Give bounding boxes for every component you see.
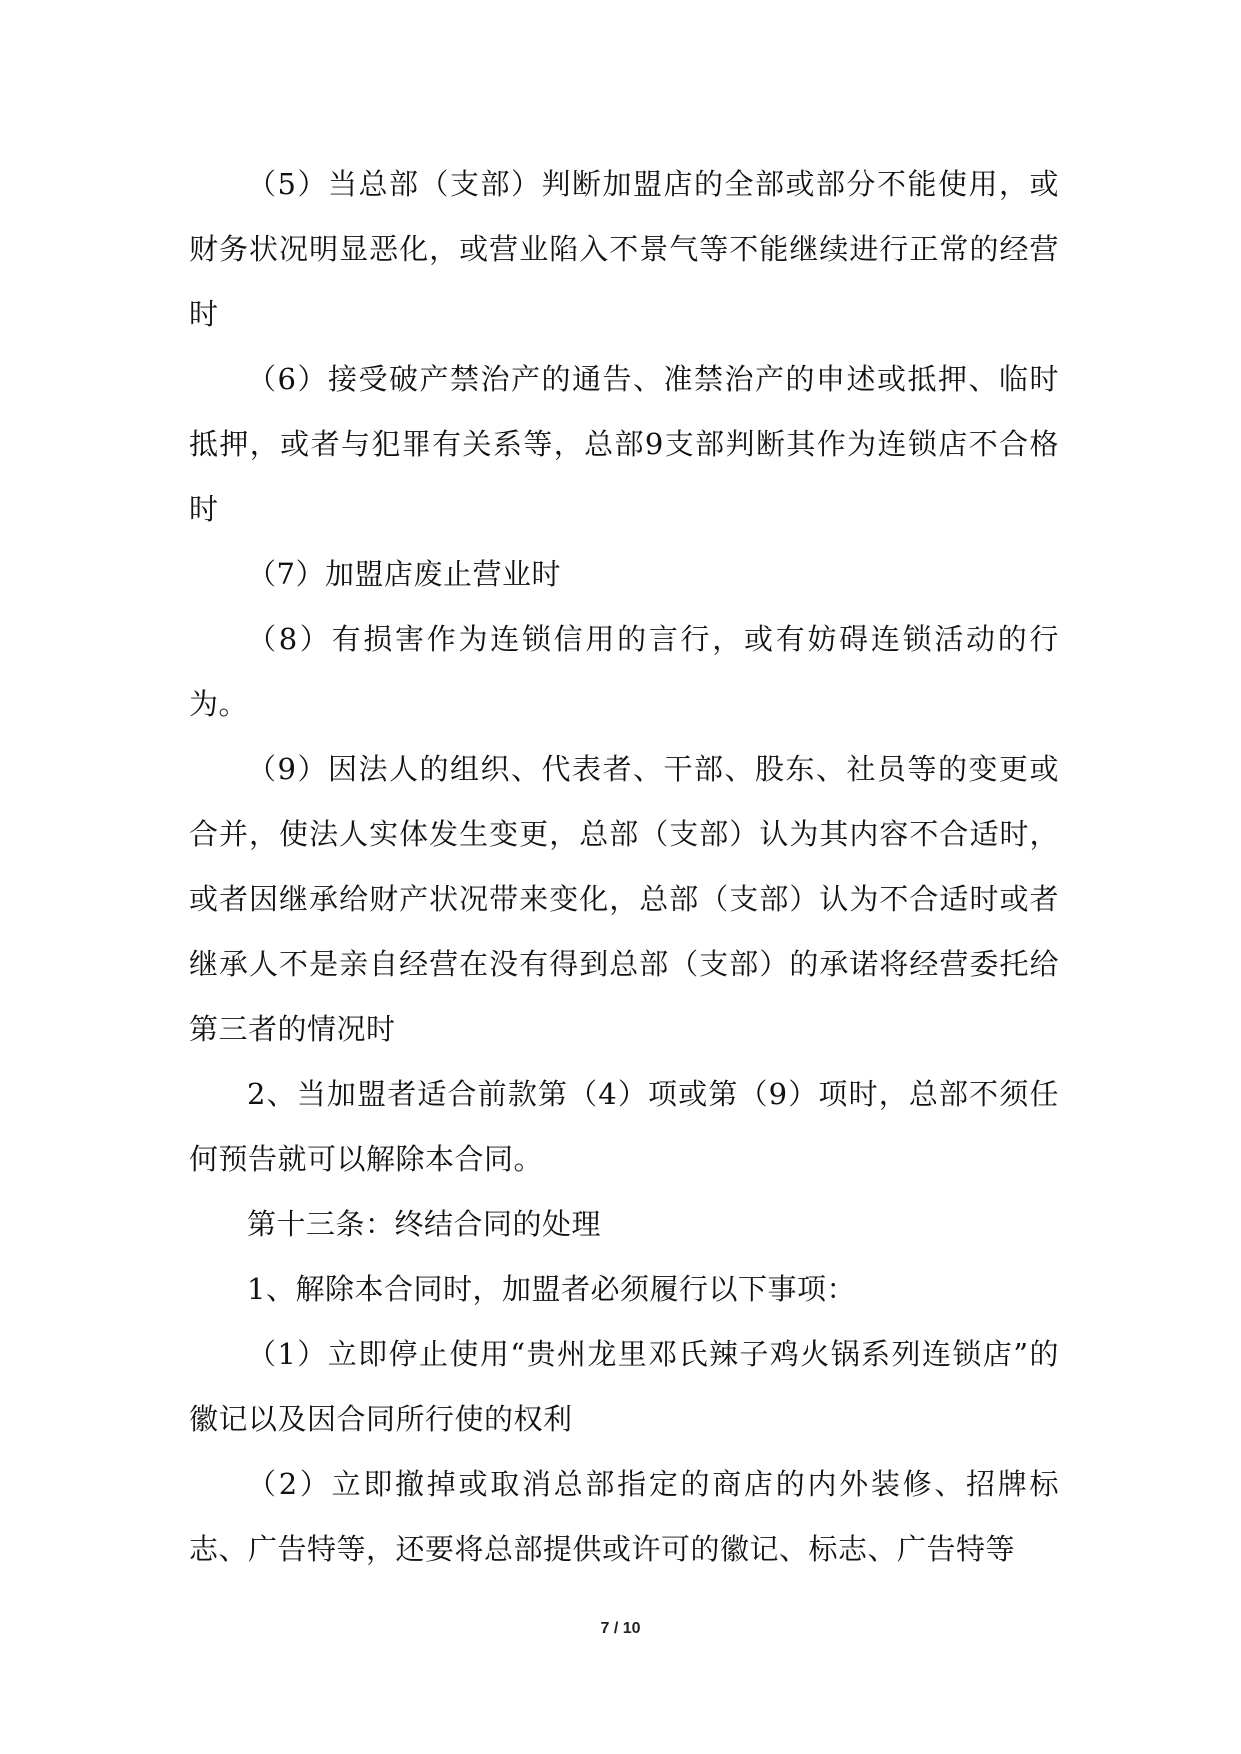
- paragraph-clause-1: 1、解除本合同时，加盟者必须履行以下事项：: [247, 1272, 856, 1306]
- paragraph-item-7: （7）加盟店废止营业时: [247, 557, 561, 591]
- paragraph-item-5: （5）当总部（支部）判断加盟店的全部或部分不能使用，或财务状况明显恶化，或营业陷入不景气等不能继续进行正常的经营时: [189, 167, 1059, 331]
- paragraph-item-9: （9）因法人的组织、代表者、干部、股东、社员等的变更或合并，使法人实体发生变更，总部（支部）认为其内容不合适时，或者因继承给财产状况带来变化，总部（支部）认为不合适时或者继承人不是亲自经营在没有得到总部（支部）的承诺将经营委托给第三者的情况时: [189, 752, 1059, 1046]
- paragraph-item-6: （6）接受破产禁治产的通告、准禁治产的申述或抵押、临时抵押，或者与犯罪有关系等，总部9支部判断其作为连锁店不合格时: [189, 362, 1059, 526]
- document-body: [189, 152, 1059, 1582]
- paragraph-sub-item-1: （1）立即停止使用“贵州龙里邓氏辣子鸡火锅系列连锁店”的徽记以及因合同所行使的权利: [189, 1337, 1059, 1436]
- paragraph-clause-2: 2、当加盟者适合前款第（4）项或第（9）项时，总部不须任何预告就可以解除本合同。: [189, 1077, 1059, 1176]
- paragraph-item-8: （8）有损害作为连锁信用的言行，或有妨碍连锁活动的行为。: [189, 622, 1059, 721]
- page-number: 7 / 10: [600, 1620, 641, 1637]
- paragraph-sub-item-2: （2）立即撤掉或取消总部指定的商店的内外装修、招牌标志、广告特等，还要将总部提供或许可的徽记、标志、广告特等: [189, 1467, 1059, 1566]
- article-13-heading: 第十三条：终结合同的处理: [247, 1207, 602, 1241]
